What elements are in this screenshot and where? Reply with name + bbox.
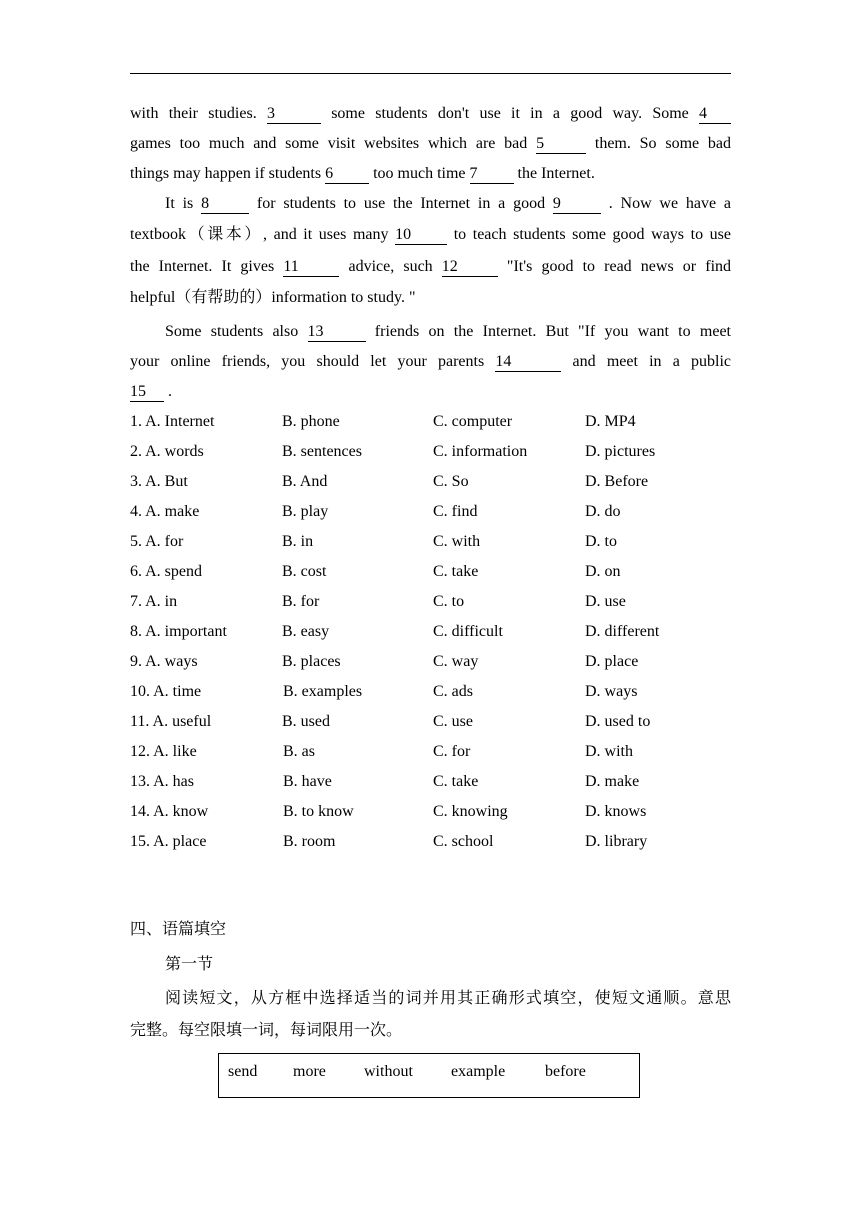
option-b[interactable]: B. to know [283,803,354,820]
option-c[interactable]: C. with [433,533,481,550]
word-bank-item: send [228,1063,258,1080]
option-d[interactable]: D. knows [585,803,647,820]
option-d[interactable]: D. Before [585,473,649,490]
blank-10[interactable]: 10 [395,226,447,245]
option-a[interactable]: 2. A. words [130,443,204,460]
option-b[interactable]: B. sentences [282,443,362,460]
blank-12[interactable]: 12 [442,258,498,277]
blank-3[interactable]: 3 [267,105,321,124]
option-a[interactable]: 15. A. place [130,833,207,850]
option-b[interactable]: B. easy [282,623,330,640]
option-a[interactable]: 1. A. Internet [130,413,215,430]
option-b[interactable]: B. for [282,593,320,610]
passage-line: textbook（课本）, and it uses many 10 to teach students some good ways to use [130,226,731,243]
option-c[interactable]: C. knowing [433,803,508,820]
option-b[interactable]: B. play [282,503,329,520]
option-a[interactable]: 8. A. important [130,623,227,640]
option-d[interactable]: D. ways [585,683,638,700]
option-c[interactable]: C. ads [433,683,473,700]
option-a[interactable]: 12. A. like [130,743,197,760]
blank-6[interactable]: 6 [325,165,369,184]
option-c[interactable]: C. computer [433,413,513,430]
passage-paragraph-2 [130,189,731,313]
section-heading: 四、语篇填空 [130,921,227,938]
section-instructions-line-1: 阅读短文，从方框中选择适当的词并用其正确形式填空，使短文通顺。意思 [165,990,731,1007]
passage-line: It is 8 for students to use the Internet in a good 9 . Now we have a [165,195,732,212]
option-d[interactable]: D. pictures [585,443,656,460]
passage-line: your online friends, you should let your parents 14 and meet in a public [130,353,731,370]
blank-9[interactable]: 9 [553,195,601,214]
option-c[interactable]: C. information [433,443,528,460]
option-a[interactable]: 10. A. time [130,683,202,700]
passage-line: with their studies. 3 some students don't use it in a good way. Some 4 [130,99,731,129]
option-a[interactable]: 14. A. know [130,803,209,820]
blank-4[interactable]: 4 [699,105,731,124]
option-d[interactable]: D. different [585,623,660,640]
option-a[interactable]: 9. A. ways [130,653,198,670]
passage-line: games too much and some visit websites which are bad 5 them. So some bad [130,135,732,152]
passage-line: the Internet. It gives 11 advice, such 12 "It's good to read news or find [130,258,732,275]
passage-line: helpful（有帮助的）information to study. " [130,289,416,306]
option-d[interactable]: D. used to [585,713,651,730]
option-d[interactable]: D. MP4 [585,413,636,430]
option-d[interactable]: D. do [585,503,621,520]
option-d[interactable]: D. on [585,563,621,580]
blank-14[interactable]: 14 [495,353,561,372]
option-d[interactable]: D. use [585,593,626,610]
option-c[interactable]: C. school [433,833,494,850]
blank-15[interactable]: 15 [130,383,164,402]
header-rule [130,73,731,74]
section-instructions-line-2: 完整。每空限填一词，每词限用一次。 [130,1022,403,1039]
option-b[interactable]: B. And [282,473,328,490]
option-c[interactable]: C. to [433,593,465,610]
word-bank-box [218,1053,640,1098]
passage-paragraph-3 [130,317,731,407]
blank-11[interactable]: 11 [283,258,339,277]
option-d[interactable]: D. with [585,743,633,760]
section-subheading: 第一节 [165,956,214,973]
passage-line: things may happen if students 6 too much time 7 the Internet. [130,165,595,182]
blank-7[interactable]: 7 [470,165,514,184]
option-a[interactable]: 5. A. for [130,533,184,550]
option-d[interactable]: D. place [585,653,639,670]
option-a[interactable]: 7. A. in [130,593,178,610]
blank-13[interactable]: 13 [308,323,366,342]
option-b[interactable]: B. cost [282,563,327,580]
option-a[interactable]: 6. A. spend [130,563,202,580]
option-b[interactable]: B. examples [283,683,363,700]
option-a[interactable]: 13. A. has [130,773,194,790]
word-bank-item: example [451,1063,506,1080]
option-c[interactable]: C. difficult [433,623,503,640]
option-a[interactable]: 4. A. make [130,503,200,520]
option-c[interactable]: C. take [433,563,479,580]
option-b[interactable]: B. room [283,833,336,850]
option-b[interactable]: B. have [283,773,332,790]
option-c[interactable]: C. use [433,713,473,730]
blank-8[interactable]: 8 [201,195,249,214]
passage-line: 15 . [130,383,172,400]
option-c[interactable]: C. take [433,773,479,790]
passage-paragraph-1 [130,99,731,189]
word-bank-item: without [364,1063,413,1080]
word-bank-item: more [293,1063,326,1080]
option-b[interactable]: B. as [283,743,315,760]
passage-line: Some students also 13 friends on the Internet. But "If you want to meet [165,323,731,340]
option-c[interactable]: C. find [433,503,478,520]
option-d[interactable]: D. make [585,773,640,790]
option-b[interactable]: B. places [282,653,341,670]
blank-5[interactable]: 5 [536,135,586,154]
option-c[interactable]: C. way [433,653,479,670]
option-b[interactable]: B. used [282,713,330,730]
option-c[interactable]: C. So [433,473,469,490]
option-c[interactable]: C. for [433,743,471,760]
option-a[interactable]: 3. A. But [130,473,188,490]
option-d[interactable]: D. to [585,533,617,550]
option-b[interactable]: B. phone [282,413,340,430]
option-d[interactable]: D. library [585,833,648,850]
option-a[interactable]: 11. A. useful [130,713,212,730]
option-b[interactable]: B. in [282,533,314,550]
word-bank-item: before [545,1063,586,1080]
